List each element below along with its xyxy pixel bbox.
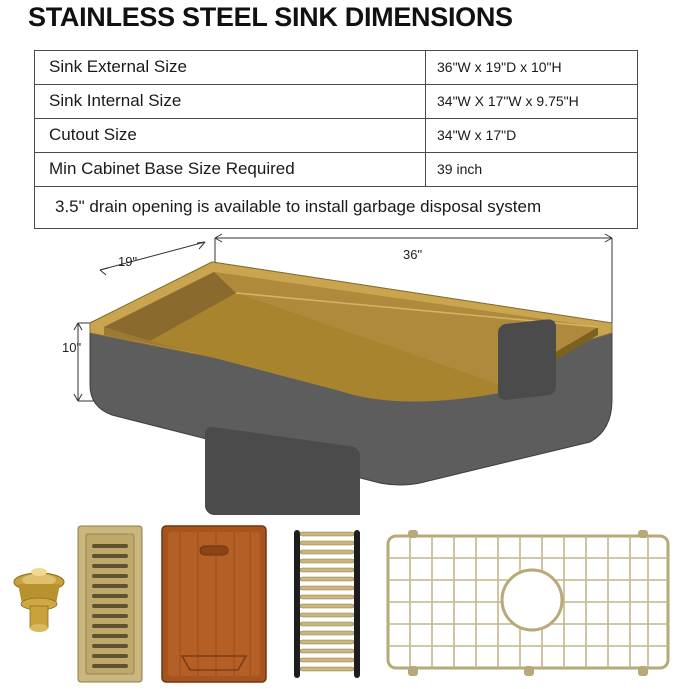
roll-up-rack-icon [288, 528, 366, 680]
dampening-pad-right [498, 319, 556, 401]
spec-label: Min Cabinet Base Size Required [35, 153, 426, 187]
spec-label: Sink Internal Size [35, 85, 426, 119]
table-row [35, 85, 638, 119]
accessory-drain-assembly [8, 560, 70, 646]
drain-assembly-icon [8, 560, 70, 646]
table-row [35, 119, 638, 153]
dimension-label-depth: 19" [118, 254, 138, 269]
table-row [35, 51, 638, 85]
spec-value: 39 inch [426, 153, 638, 187]
specifications-table [34, 50, 638, 229]
bottom-grid-icon [384, 530, 672, 678]
cutting-board-icon [158, 524, 270, 684]
dimension-label-height: 10" [62, 340, 82, 355]
spec-label: Sink External Size [35, 51, 426, 85]
spec-value: 34"W X 17"W x 9.75"H [426, 85, 638, 119]
table-row [35, 153, 638, 187]
sink-diagram [0, 215, 679, 515]
dimension-label-width: 36" [403, 247, 423, 262]
accessory-cutting-board [158, 524, 270, 684]
grid-drain-hole [502, 570, 562, 630]
colander-icon [74, 524, 146, 684]
spec-label: Cutout Size [35, 119, 426, 153]
spec-value: 36"W x 19"D x 10"H [426, 51, 638, 85]
accessories-strip [0, 522, 679, 686]
accessory-colander [74, 524, 146, 684]
accessory-roll-up-rack [288, 528, 366, 680]
accessory-bottom-grid [384, 530, 672, 678]
page-title: STAINLESS STEEL SINK DIMENSIONS [28, 2, 513, 32]
sink-illustration [0, 215, 679, 515]
spec-value: 34"W x 17"D [426, 119, 638, 153]
drain-note: 3.5" drain opening is available to install garbage disposal system [35, 187, 638, 229]
